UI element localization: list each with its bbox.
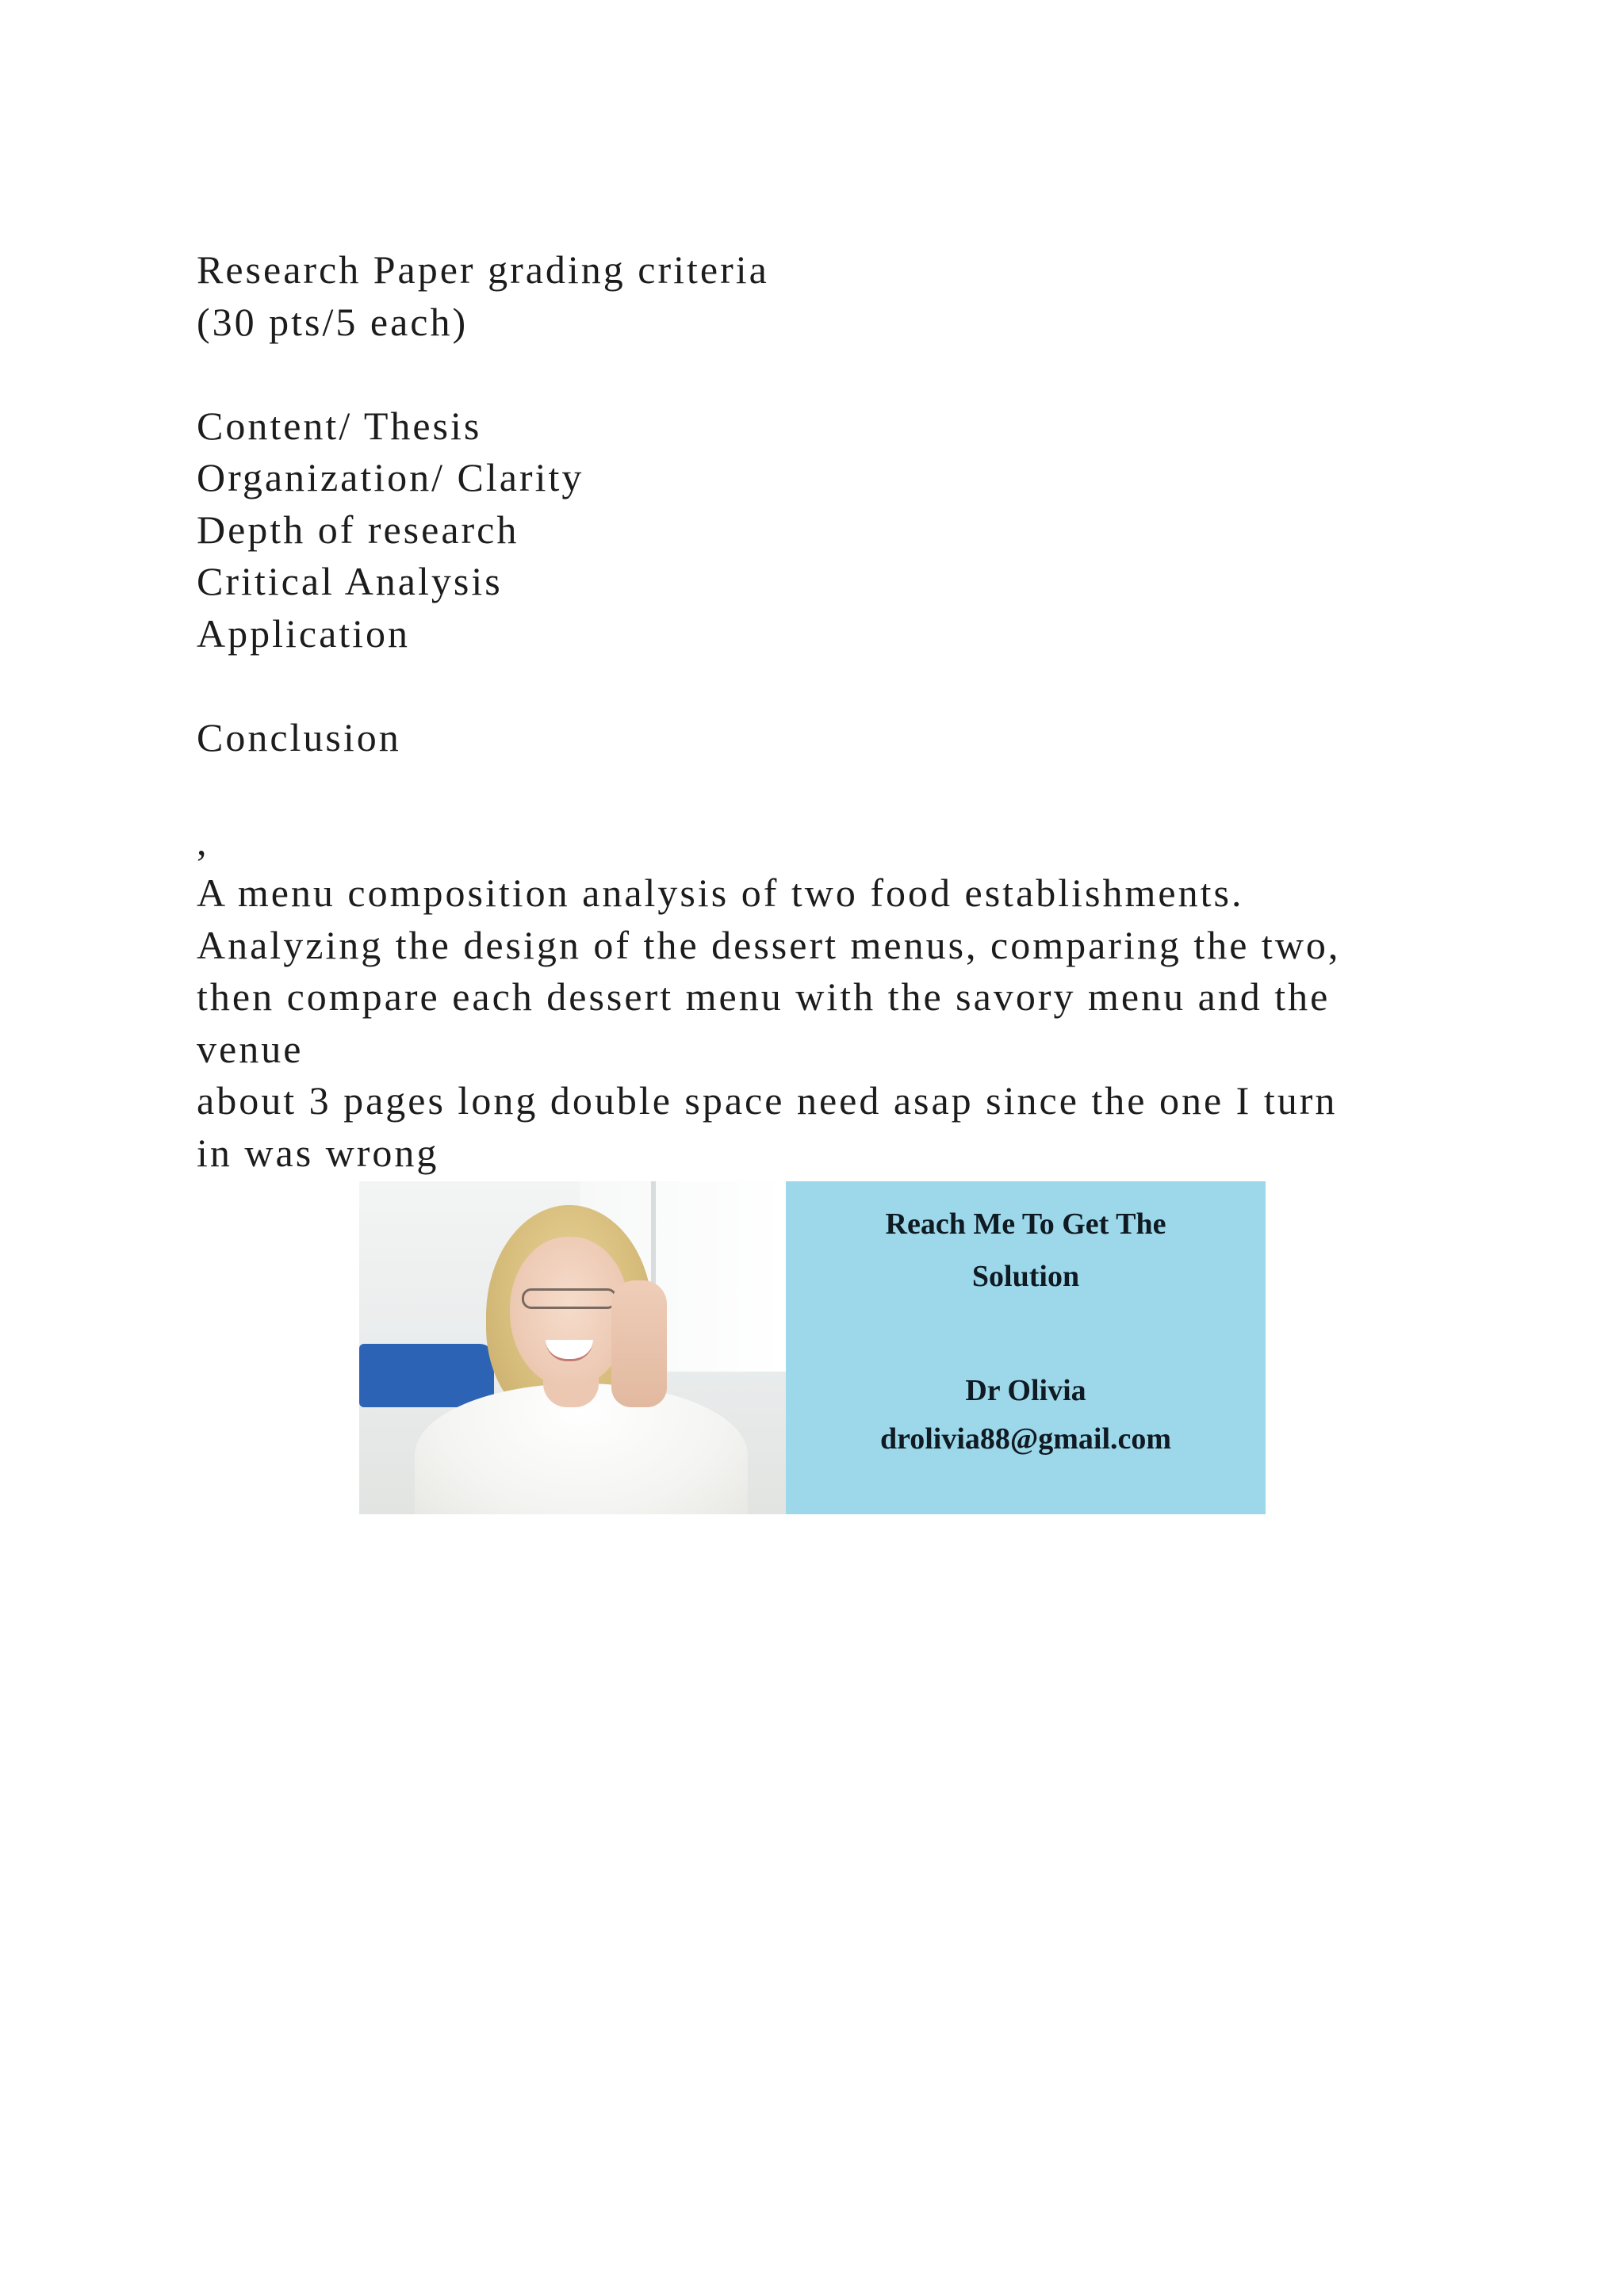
criterion-item: Organization/ Clarity [197,455,584,499]
ad-contact-email: drolivia88@gmail.com [879,1422,1172,1456]
criterion-item: Content/ Thesis [197,403,482,448]
assignment-line: venue [197,1026,304,1071]
assignment-line: about 3 pages long double space need asap since the one I turn [197,1078,1338,1123]
criterion-conclusion: Conclusion [197,714,401,760]
ad-contact-name: Dr Olivia [965,1374,1086,1407]
spacer [197,348,1434,400]
assignment-line: A menu composition analysis of two food establishments. [197,871,1244,915]
assignment-line: in was wrong [197,1130,439,1175]
criterion-item: Critical Analysis [197,559,503,603]
contact-ad-banner [359,1181,1266,1514]
assignment-line: Analyzing the design of the dessert menus, comparing the two, [197,922,1341,967]
document-title: Research Paper grading criteria [197,247,769,292]
criterion-item: Application [197,610,411,656]
hand-shape [611,1280,667,1407]
glasses-icon [522,1288,617,1309]
woman-photo [359,1181,786,1514]
blue-chair [359,1344,494,1407]
ad-headline: Reach Me To Get The [885,1207,1166,1241]
document-subtitle: (30 pts/5 each) [197,299,469,344]
spacer [197,660,1434,712]
ad-headline-2: Solution [971,1260,1080,1293]
document-body [197,244,1434,1179]
ad-info-panel [786,1181,1266,1514]
spacer [197,763,1434,816]
assignment-line: then compare each dessert menu with the savory menu and the [197,974,1331,1019]
criterion-item: Depth of research [197,507,519,552]
separator-text: , [197,818,209,863]
